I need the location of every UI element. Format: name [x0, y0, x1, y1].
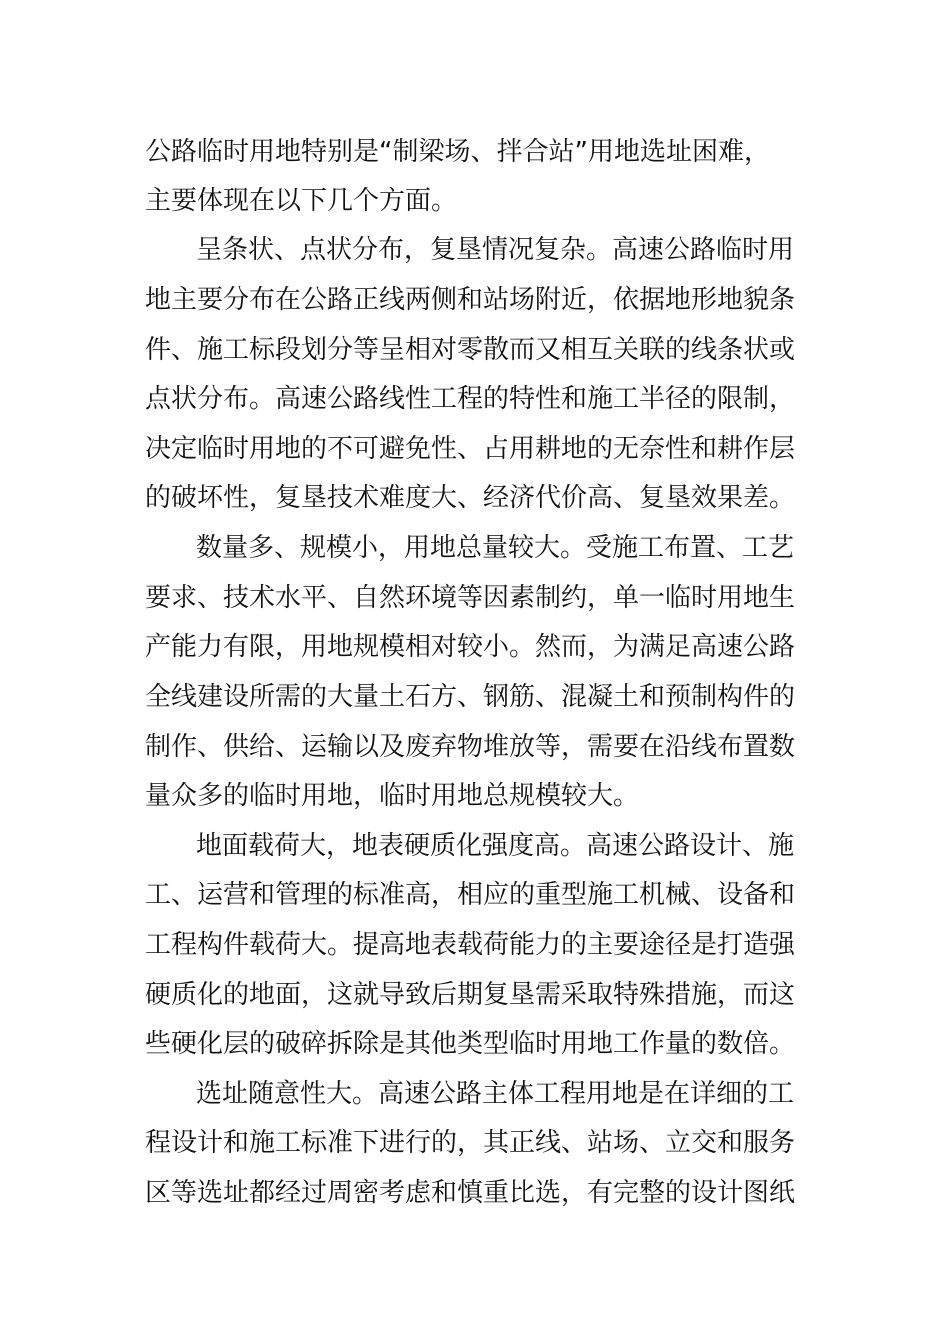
text-line: 点状分布。高速公路线性工程的特性和施工半径的限制，	[145, 384, 796, 414]
text-line: 硬质化的地面，这就导致后期复垦需采取特殊措施，而这	[145, 980, 796, 1010]
paragraph-start-line: 呈条状、点状分布，复垦情况复杂。高速公路临时用	[196, 235, 795, 265]
paragraph-start-line: 数量多、规模小，用地总量较大。受施工布置、工艺	[196, 533, 795, 563]
text-line: 的破坏性，复垦技术难度大、经济代价高、复垦效果差。	[145, 483, 796, 513]
text-line: 件、施工标段划分等呈相对零散而又相互关联的线条状或	[145, 335, 796, 365]
text-line: 决定临时用地的不可避免性、占用耕地的无奈性和耕作层	[145, 434, 796, 464]
text-line: 公路临时用地特别是“制梁场、拌合站”用地选址困难，	[145, 137, 770, 167]
text-line: 工、运营和管理的标准高，相应的重型施工机械、设备和	[145, 880, 796, 910]
text-line: 区等选址都经过周密考虑和慎重比选，有完整的设计图纸	[145, 1178, 796, 1208]
text-line: 工程构件载荷大。提高地表载荷能力的主要途径是打造强	[145, 930, 796, 960]
text-line: 地主要分布在公路正线两侧和站场附近，依据地形地貌条	[145, 285, 796, 315]
text-line: 产能力有限，用地规模相对较小。然而，为满足高速公路	[145, 632, 796, 662]
paragraph-start-line: 地面载荷大，地表硬质化强度高。高速公路设计、施	[196, 831, 795, 861]
text-line: 要求、技术水平、自然环境等因素制约，单一临时用地生	[145, 583, 796, 613]
text-line: 制作、供给、运输以及废弃物堆放等，需要在沿线布置数	[145, 732, 796, 762]
text-line: 主要体现在以下几个方面。	[145, 186, 458, 216]
text-line: 些硬化层的破碎拆除是其他类型临时用地工作量的数倍。	[145, 1029, 796, 1059]
paragraph-start-line: 选址随意性大。高速公路主体工程用地是在详细的工	[196, 1079, 795, 1109]
text-line: 程设计和施工标准下进行的，其正线、站场、立交和服务	[145, 1128, 796, 1158]
text-line: 全线建设所需的大量土石方、钢筋、混凝土和预制构件的	[145, 682, 796, 712]
text-line: 量众多的临时用地，临时用地总规模较大。	[145, 781, 640, 811]
